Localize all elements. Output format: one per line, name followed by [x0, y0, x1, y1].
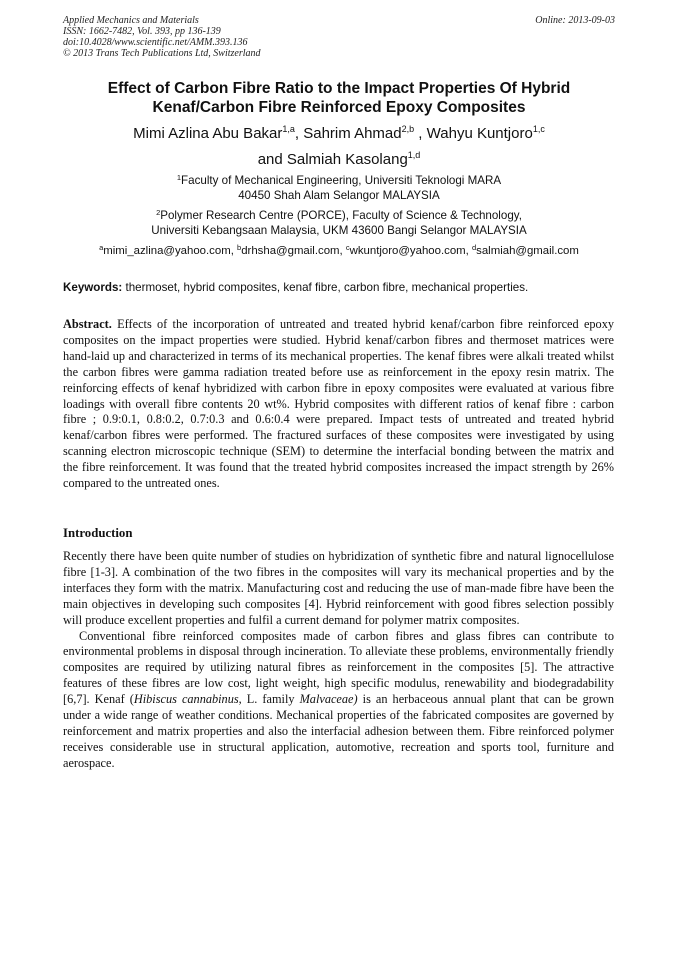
author-name: Wahyu Kuntjoro	[426, 125, 533, 142]
affiliation-line: Polymer Research Centre (PORCE), Faculty of Science & Technology,	[160, 209, 522, 222]
author-superscript: 1,a	[282, 124, 295, 134]
author-separator: ,	[414, 125, 427, 142]
author-superscript: 1,c	[532, 124, 545, 134]
author-name: Sahrim Ahmad	[303, 125, 402, 142]
abstract	[63, 317, 614, 492]
affiliation-superscript: 2	[156, 208, 161, 217]
online-date: Online: 2013-09-03	[535, 15, 615, 26]
introduction-paragraph-2	[63, 629, 614, 772]
author-line-2	[60, 147, 618, 173]
email-superscript: c	[345, 243, 350, 252]
email-link[interactable]: salmiah@gmail.com	[476, 245, 579, 257]
title-line-2: Kenaf/Carbon Fibre Reinforced Epoxy Composites	[152, 99, 526, 116]
email-superscript: b	[237, 243, 242, 252]
abstract-label: Abstract.	[63, 317, 112, 331]
journal-header	[63, 15, 423, 59]
paper-title	[60, 79, 618, 117]
affiliation-superscript: 1	[176, 173, 182, 182]
affiliation-line: Faculty of Mechanical Engineering, Universiti Teknologi MARA	[181, 174, 502, 187]
email-link[interactable]: mimi_azlina@yahoo.com	[103, 245, 231, 257]
copyright-line: © 2013 Trans Tech Publications Ltd, Switzerland	[63, 48, 261, 59]
title-line-1: Effect of Carbon Fibre Ratio to the Impact Properties Of Hybrid	[107, 80, 571, 97]
email-list	[60, 244, 618, 259]
author-superscript: 2,b	[401, 124, 415, 134]
journal-name: Applied Mechanics and Materials	[63, 15, 199, 26]
introduction-heading: Introduction	[63, 526, 133, 540]
author-name: and Salmiah Kasolang	[257, 151, 408, 168]
email-separator: ,	[339, 245, 346, 257]
doi-line[interactable]: doi:10.4028/www.scientific.net/AMM.393.136	[63, 37, 248, 48]
author-line-1	[60, 121, 618, 147]
author-separator: ,	[294, 125, 304, 142]
paragraph-text: , L. family	[238, 692, 300, 707]
introduction-paragraph-1: Recently there have been quite number of studies on hybridization of synthetic fibre and natural lignocellulose fibre [1-3]. A combination of the two fibres in the composites will vary its mechanical properties and by the interfaces they form with the matrix. Manufacturing cost and reducing the use of man-made fibre have been the main objectives in developing such composites [4]. Hybrid reinforcement with good fibres selection possibly will produce excellent properties and fulfil a current demand for polymer matrix composites.	[63, 549, 614, 627]
email-link[interactable]: drhsha@gmail.com	[241, 245, 340, 257]
species-name: Hibiscus cannabinus	[133, 692, 239, 707]
email-superscript: d	[471, 243, 477, 252]
affiliation-1	[60, 173, 618, 203]
email-superscript: a	[99, 243, 104, 252]
paragraph-text: is an herbaceous annual plant that can be grown under a wide range of weather conditions. Mechanical properties of the fabricated composites are governed by reinforcement and matrix properties and also the interfacial adhesion between them. Fibre reinforced polymer receives considerable use in structural application, automotive, recreation and sports tool, furniture and aerospace.	[63, 692, 615, 770]
author-name: Mimi Azlina Abu Bakar	[133, 125, 283, 142]
author-superscript: 1,d	[407, 150, 421, 160]
abstract-text: Effects of the incorporation of untreated and treated hybrid kenaf/carbon fibre reinforced epoxy composites on the impact properties were studied. Hybrid kenaf/carbon fibres and thermoset matrices were hand-laid up and characterized in terms of its mechanical properties. The kenaf fibres were alkali treated whilst the carbon fibres were gamma radiation treated before use as reinforcement in the epoxy resin matrix. The reinforcing effects of kenaf hybridized with carbon fibre in epoxy composites were evaluated at various fibre loadings with overall fibre contents 20 wt%. Hybrid composites with different ratios of kenaf fibre : carbon fibre ; 0.9:0.1, 0.8:0.2, 0.7:0.3 and 0.6:0.4 were prepared. Impact tests of untreated and treated hybrid kenaf/carbon fibres were performed. The fractured surfaces of these composites were investigated by using scanning electron microscopic technique (SEM) to determine the interfacial bonding between the matrix and the fibre reinforcement. It was found that the treated hybrid composites increased the impact strength by 26% compared to the untreated ones.	[63, 317, 614, 491]
keywords-label: Keywords:	[63, 281, 123, 294]
email-separator: ,	[230, 245, 238, 257]
affiliation-2	[60, 208, 618, 238]
affiliation-line: Universiti Kebangsaan Malaysia, UKM 43600 Bangi Selangor MALAYSIA	[151, 224, 527, 237]
email-separator: ,	[465, 245, 472, 257]
paragraph-text: Conventional fibre reinforced composites made of carbon fibres and glass fibres can contribute to environmental problems in disposal through incineration. To alleviate these problems, environmentally friendly composites are required by utilizing natural fibres as reinforcement in the composites [5]. The attractive features of these fibres are low cost, light weight, high specific modulus, renewability and biodegradability [6,7]. Kenaf (	[63, 628, 614, 707]
keywords-text: thermoset, hybrid composites, kenaf fibre, carbon fibre, mechanical properties.	[122, 281, 529, 294]
family-name: Malvaceae)	[299, 692, 358, 707]
email-link[interactable]: wkuntjoro@yahoo.com	[349, 245, 466, 257]
issn-line: ISSN: 1662-7482, Vol. 393, pp 136-139	[63, 26, 221, 37]
author-list	[60, 121, 618, 173]
introduction-body	[63, 549, 614, 772]
keywords	[63, 280, 615, 295]
affiliation-line: 40450 Shah Alam Selangor MALAYSIA	[238, 189, 440, 202]
